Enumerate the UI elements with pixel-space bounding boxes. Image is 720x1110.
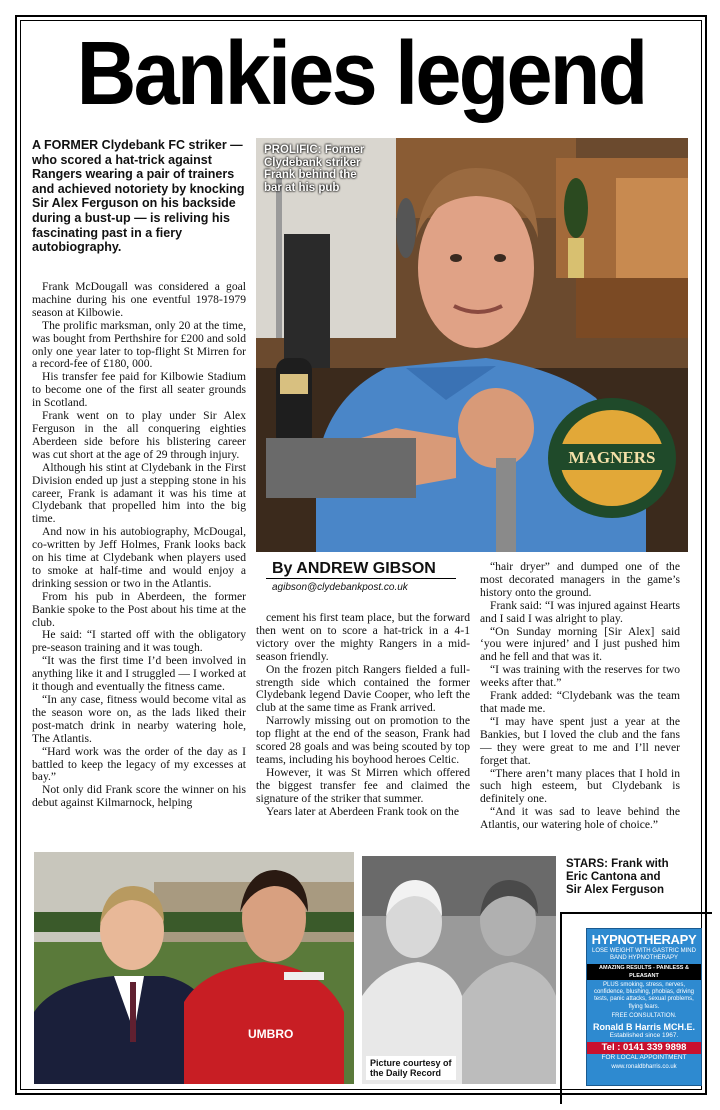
- photo-credit: Picture courtesy of the Daily Record: [366, 1056, 456, 1080]
- article-paragraph: “There aren’t many places that I hold in such high esteem, but Clydebank is definitely one.: [480, 766, 680, 806]
- article-paragraph: “In any case, fitness would become vital as the season wore on, as the lads liked their post-match drink in nearby watering hole, The Atlantis.: [32, 693, 246, 745]
- ad-consultation: FREE CONSULTATION.: [611, 1012, 677, 1019]
- byline-divider: [266, 578, 456, 579]
- article-paragraph: On the frozen pitch Rangers fielded a full-strength side which contained the former Clydebank legend Davie Cooper, who left the club at the same time as Frank arrived.: [256, 662, 470, 715]
- ad-established: Established since 1967.: [609, 1032, 679, 1040]
- hypnotherapy-advert: [586, 928, 702, 1086]
- article-paragraph: Frank went on to play under Sir Alex Ferguson in the all conquering eighties Aberdeen side before his blistering career was cut short at the age of 29 through injury.: [32, 409, 246, 461]
- article-paragraph: Frank said: “I was injured against Hearts and I said I was alright to play.: [480, 598, 680, 625]
- article-paragraph: “Hard work was the order of the day as I battled to keep the legacy of my excesses at bay.”: [32, 744, 246, 784]
- article-paragraph: Frank McDougall was considered a goal machine during his one eventful 1978-1979 season at Kilbowie.: [32, 280, 246, 319]
- byline-email: agibson@clydebankpost.co.uk: [272, 582, 408, 593]
- article-paragraph: Frank added: “Clydebank was the team that made me.: [480, 689, 680, 715]
- article-paragraph: And now in his autobiography, McDougal, co-written by Jeff Holmes, Frank looks back on his time at Clydebank when players used to smoke at half-time and would enjoy a drinking session or two in the Atlantis.: [32, 525, 246, 590]
- article-paragraph: “hair dryer” and dumped one of the most decorated managers in the game’s history onto the ground.: [480, 560, 680, 599]
- ad-services: PLUS smoking, stress, nerves, confidence, blushing, phobias, driving tests, panic attacks, sexual problems, flying fears.: [593, 982, 695, 1010]
- article-paragraph: His transfer fee paid for Kilbowie Stadium to become one of the first all seater grounds in Scotland.: [32, 370, 246, 410]
- article-paragraph: “I may have spent just a year at the Bankies, but I loved the club and the fans — they were great to me and I’ll never forget that.: [480, 714, 680, 767]
- article-paragraph: However, it was St Mirren which offered the biggest transfer fee and claimed the signature of the striker that summer.: [256, 765, 470, 805]
- article-paragraph: He said: “I started off with the obligatory pre-season training and it was tough.: [32, 628, 246, 655]
- main-photo-caption: PROLIFIC: Former Clydebank striker Frank behind the bar at his pub: [264, 144, 365, 194]
- article-paragraph: “On Sunday morning [Sir Alex] said ‘you were injured’ and I just pushed him and he fell and that was it.: [480, 624, 680, 664]
- article-column-1: [32, 281, 246, 810]
- ad-subheading: LOSE WEIGHT WITH GASTRIC MIND BAND HYPNOTHERAPY: [592, 948, 696, 961]
- intro-paragraph: A FORMER Clydebank FC striker — who scored a hat-trick against Rangers wearing a pair of trainers and achieved notoriety by knocking Sir Alex Ferguson on his backside during a bust-up — is reliving his fascinating past in a fiery autobiography.: [32, 138, 245, 255]
- stars-caption: STARS: Frank with Eric Cantona and Sir Alex Ferguson: [566, 858, 669, 896]
- main-photo-frank-at-bar: [256, 138, 688, 552]
- ad-practitioner-name: Ronald B Harris MCH.E.: [592, 1022, 695, 1033]
- ad-heading: HYPNOTHERAPY: [591, 932, 697, 947]
- article-paragraph: From his pub in Aberdeen, the former Bankie spoke to the Post about his time at the club.: [32, 589, 246, 629]
- headline: Bankies legend: [76, 24, 646, 124]
- article-paragraph: Years later at Aberdeen Frank took on the: [266, 804, 459, 818]
- photo-frank-with-ferguson: [362, 856, 556, 1084]
- ad-telephone: Tel : 0141 339 9898: [587, 1042, 701, 1054]
- article-paragraph: Not only did Frank score the winner on his debut against Kilmarnock, helping: [32, 783, 246, 810]
- article-column-3: [480, 561, 680, 832]
- article-paragraph: Narrowly missing out on promotion to the top flight at the end of the season, Frank had scored 28 goals and was being scouted by top teams, including his boyhood heroes Celtic.: [256, 714, 470, 766]
- magners-sign-text: MAGNERS: [568, 448, 656, 467]
- ad-appointment: FOR LOCAL APPOINTMENT: [601, 1054, 687, 1062]
- article-paragraph: “It was the first time I’d been involved in anything like it and I struggled — I worked at it though and eventually the fitness came.: [32, 654, 246, 694]
- byline-name: By ANDREW GIBSON: [272, 560, 436, 577]
- article-paragraph: “And it was sad to leave behind the Atlantis, our watering hole of choice.”: [480, 805, 680, 832]
- umbro-logo-text: UMBRO: [248, 1027, 294, 1041]
- article-column-2: [256, 612, 470, 819]
- article-paragraph: The prolific marksman, only 20 at the time, was bought from Perthshire for £200 and sold only one year later to top-flight St Mirren for a record-fee of £180, 000.: [32, 318, 246, 371]
- photo-frank-with-cantona: [34, 852, 354, 1084]
- article-paragraph: Although his stint at Clydebank in the First Division ended up just a stepping stone in his career, Frank is adamant it was his time at Clydebank that propelled him into the big time.: [32, 460, 246, 526]
- article-paragraph: cement his first team place, but the forward then went on to score a hat-trick in a 4-1 victory over the mighty Rangers in a mid-season friendly.: [256, 611, 470, 663]
- article-paragraph: “I was training with the reserves for two weeks after that.”: [480, 663, 680, 690]
- ad-results-bar: AMAZING RESULTS - PAINLESS & PLEASANT: [587, 964, 701, 980]
- ad-website: www.ronaldbharris.co.uk: [611, 1064, 677, 1071]
